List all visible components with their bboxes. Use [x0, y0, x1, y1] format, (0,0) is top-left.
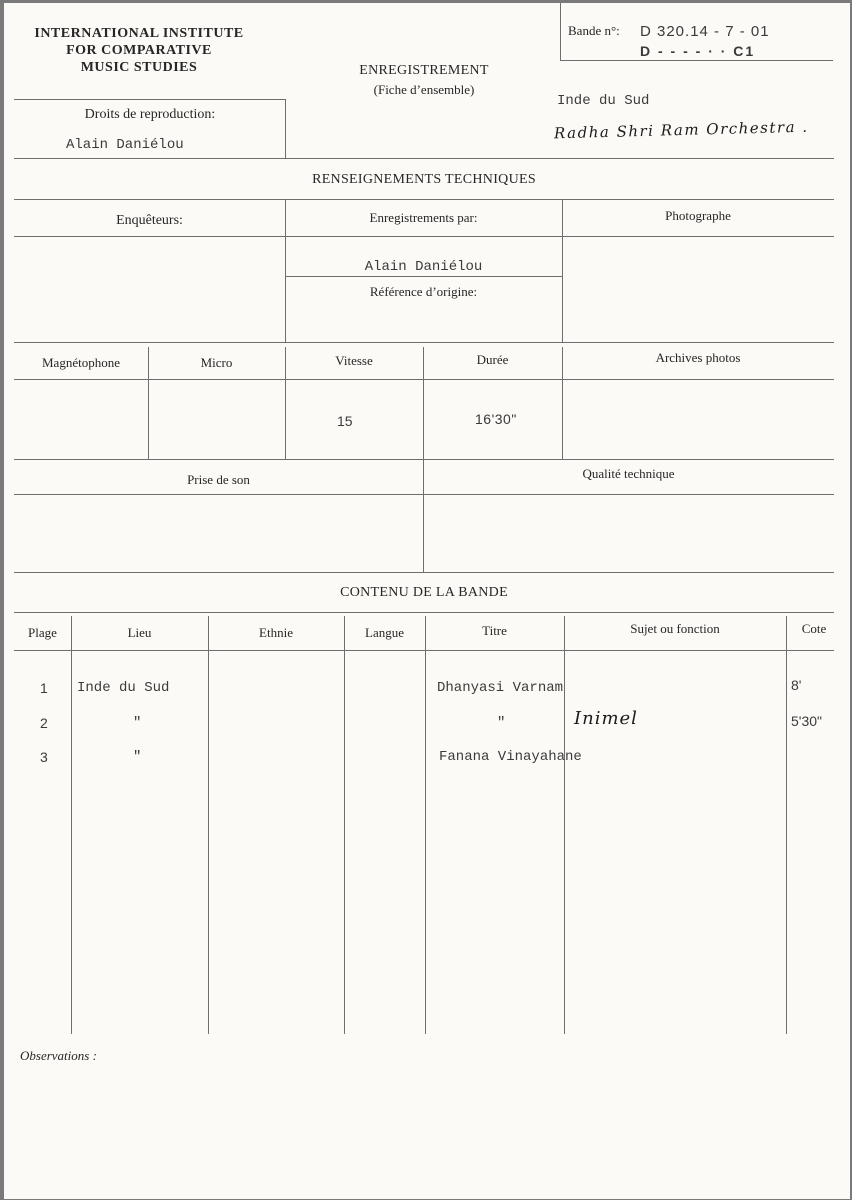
bande-number: D 320.14 - 7 - 01 — [640, 23, 770, 40]
bande-number-secondary: D - - - - · · C1 — [640, 43, 756, 59]
contents-section-title: CONTENU DE LA BANDE — [340, 585, 508, 600]
enregistrements-label: Enregistrements par: — [369, 210, 478, 225]
row-lieu: " — [133, 749, 142, 765]
form-subtitle: (Fiche d’ensemble) — [373, 82, 475, 97]
row-sujet: Inimel — [574, 708, 638, 729]
row-lieu: " — [133, 715, 142, 731]
row-plage: 2 — [40, 715, 48, 731]
archives-photos-label: Archives photos — [655, 350, 741, 365]
column-plage: Plage — [28, 625, 57, 640]
vitesse-value: 15 — [337, 413, 353, 429]
row-titre: " — [497, 715, 506, 731]
magnetophone-label: Magnétophone — [42, 355, 120, 370]
ensemble-name: Radha Shri Ram Orchestra . — [553, 117, 809, 143]
column-langue: Langue — [365, 625, 404, 640]
observations-label: Observations : — [20, 1048, 97, 1063]
micro-label: Micro — [200, 355, 233, 370]
technical-section-title: RENSEIGNEMENTS TECHNIQUES — [312, 172, 536, 187]
institute-line-2: FOR COMPARATIVE — [66, 43, 212, 58]
vitesse-label: Vitesse — [335, 353, 373, 368]
column-titre: Titre — [482, 623, 507, 638]
column-sujet: Sujet ou fonction — [630, 621, 720, 636]
row-plage: 3 — [40, 749, 48, 765]
enregistrements-value: Alain Daniélou — [364, 259, 483, 275]
institute-line-1: INTERNATIONAL INSTITUTE — [34, 26, 244, 41]
reference-label: Référence d’origine: — [369, 284, 478, 299]
form-title: ENREGISTREMENT — [359, 63, 489, 78]
duree-label: Durée — [476, 352, 509, 367]
bande-label: Bande n°: — [568, 23, 620, 38]
row-cote: 5'30" — [791, 713, 823, 729]
region-text: Inde du Sud — [557, 93, 650, 109]
row-cote: 8' — [791, 677, 802, 693]
qualite-technique-label: Qualité technique — [582, 466, 675, 481]
row-plage: 1 — [40, 680, 48, 696]
institute-line-3: MUSIC STUDIES — [80, 60, 198, 75]
column-ethnie: Ethnie — [259, 625, 293, 640]
enqueteurs-label: Enquêteurs: — [116, 213, 183, 228]
institute-name — [4, 25, 274, 76]
row-titre: Dhanyasi Varnam — [437, 680, 564, 696]
prise-de-son-label: Prise de son — [187, 472, 250, 487]
row-lieu: Inde du Sud — [77, 680, 170, 696]
column-cote: Cote — [801, 621, 827, 636]
row-titre: Fanana Vinayahane — [439, 749, 582, 765]
archive-form-sheet — [4, 3, 850, 1199]
column-lieu: Lieu — [127, 625, 152, 640]
photographe-label: Photographe — [665, 208, 731, 223]
droits-label: Droits de reproduction: — [84, 107, 216, 122]
duree-value: 16'30" — [475, 411, 517, 427]
droits-value: Alain Daniélou — [66, 137, 184, 153]
